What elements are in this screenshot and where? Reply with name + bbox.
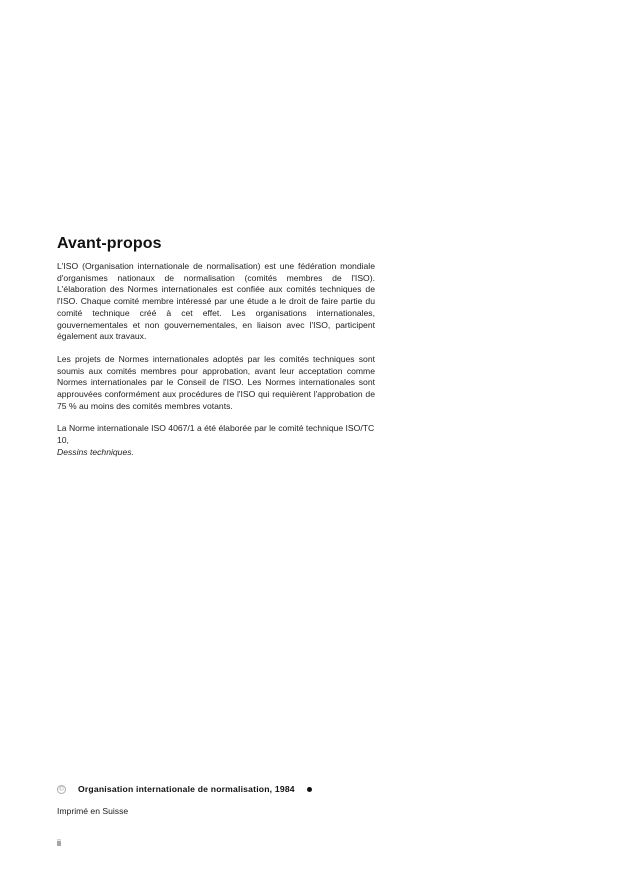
paragraph-standard-origin [57,423,375,458]
copyright-icon: © [57,785,66,794]
page-title: Avant-propos [57,235,162,252]
foreword-section [57,234,375,459]
copyright-text: Organisation internationale de normalisation, 1984 [78,784,295,794]
paragraph-approval: Les projets de Normes internationales adoptés par les comités techniques sont soumis aux comités membres pour approbation, avant leur acceptation comme Normes internationales par le Conseil de l'ISO. Les Normes internationales sont approuvées conformément aux procédures de l'ISO qui requièrent l'approbation de 75 % au moins des comités membres votants. [57,353,375,411]
page-number: ii [57,838,61,848]
committee-title: Dessins techniques. [57,446,134,457]
bullet-icon [307,787,312,792]
standard-origin-text: La Norme internationale ISO 4067/1 a été élaborée par le comité technique ISO/TC 10, [57,423,375,446]
paragraph-iso-intro: L'ISO (Organisation internationale de normalisation) est une fédération mondiale d'organismes nationaux de normalisation (comités membres de l'ISO). L'élaboration des Normes internationales est confiée aux comités techniques de l'ISO. Chaque comité membre intéressé par une étude a le droit de faire partie du comité technique créé à cet effet. Les organisations internationales, gouvernementales et non gouvernementales, en liaison avec l'ISO, participent également aux travaux. [57,261,375,342]
footer [57,783,457,817]
copyright-line [57,783,457,795]
printed-in: Imprimé en Suisse [57,806,129,816]
